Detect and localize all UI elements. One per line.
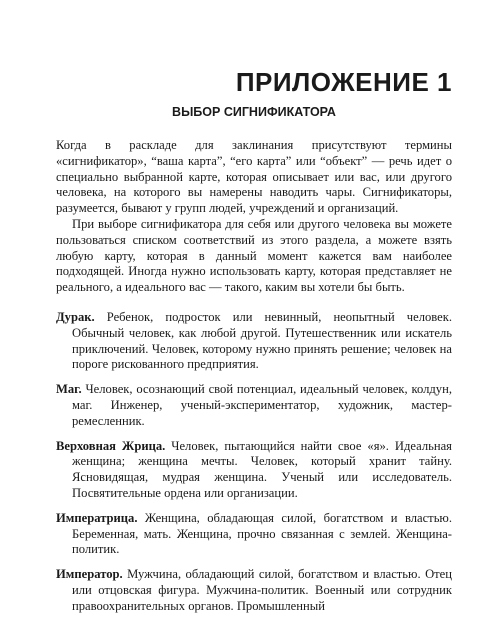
significator-entry-magician — [56, 382, 452, 429]
body-text — [56, 138, 452, 624]
entry-term: Верховная Жрица. — [56, 438, 166, 453]
entry-text: Ребенок, подросток или невинный, неопытный человек. Обычный человек, как любой другой. Путешественник или искатель приключений. Человек, которому нужно принять решение; человек на пороге рискованного предприятия. — [72, 309, 453, 372]
entry-text: Мужчина, обладающий силой, богатством и властью. Отец или отцовская фигура. Мужчина-политик. Военный или сотрудник правоохранительных органов. Промышленный — [72, 567, 452, 613]
entry-term: Дурак. — [56, 309, 95, 324]
entry-text: Человек, пытающийся найти свое «я». Идеальная женщина; женщина мечты. Человек, который хранит тайну. Ясновидящая, мудрая женщина. Ученый или исследователь. Посвятительные ордена или организации. — [72, 438, 452, 500]
entry-term: Императрица. — [56, 510, 138, 525]
entry-text: Женщина, обладающая силой, богатством и властью. Беременная, мать. Женщина, прочно связанная с землей. Женщина-политик. — [72, 510, 452, 557]
significator-entry-empress — [56, 511, 452, 558]
entry-text: Человек, осознающий свой потенциал, идеальный человек, колдун, маг. Инженер, ученый-экспериментатор, художник, мастер-ремесленник. — [72, 382, 452, 428]
section-title: ВЫБОР СИГНИФИКАТОРА — [172, 105, 336, 119]
significator-entry-fool — [56, 310, 452, 373]
significator-entry-high-priestess — [56, 439, 452, 502]
significator-entry-emperor — [56, 567, 452, 614]
intro-paragraph: Когда в раскладе для заклинания присутствуют термины «сигнификатор», “ваша карта”, “его карта” или “объект” — речь идет о специально выбранной карте, которая описывает или вас, или другого человека, на которого вы намерены наводить чары. Сигнификаторы, разумеется, бывают у групп людей, учреждений и организаций. — [56, 138, 452, 216]
entry-term: Император. — [56, 567, 123, 582]
significator-list — [56, 310, 452, 615]
entry-term: Маг. — [56, 382, 82, 397]
appendix-title: ПРИЛОЖЕНИЕ 1 — [235, 67, 452, 97]
intro-paragraph: При выборе сигнификатора для себя или другого человека вы можете пользоваться списком соответствий из этого раздела, а можете взять любую карту, которая в данный момент кажется вам наиболее подходящей. Иногда нужно использовать карту, которая представляет не реального, а идеального вас — такого, каким вы хотели бы быть. — [56, 216, 452, 295]
